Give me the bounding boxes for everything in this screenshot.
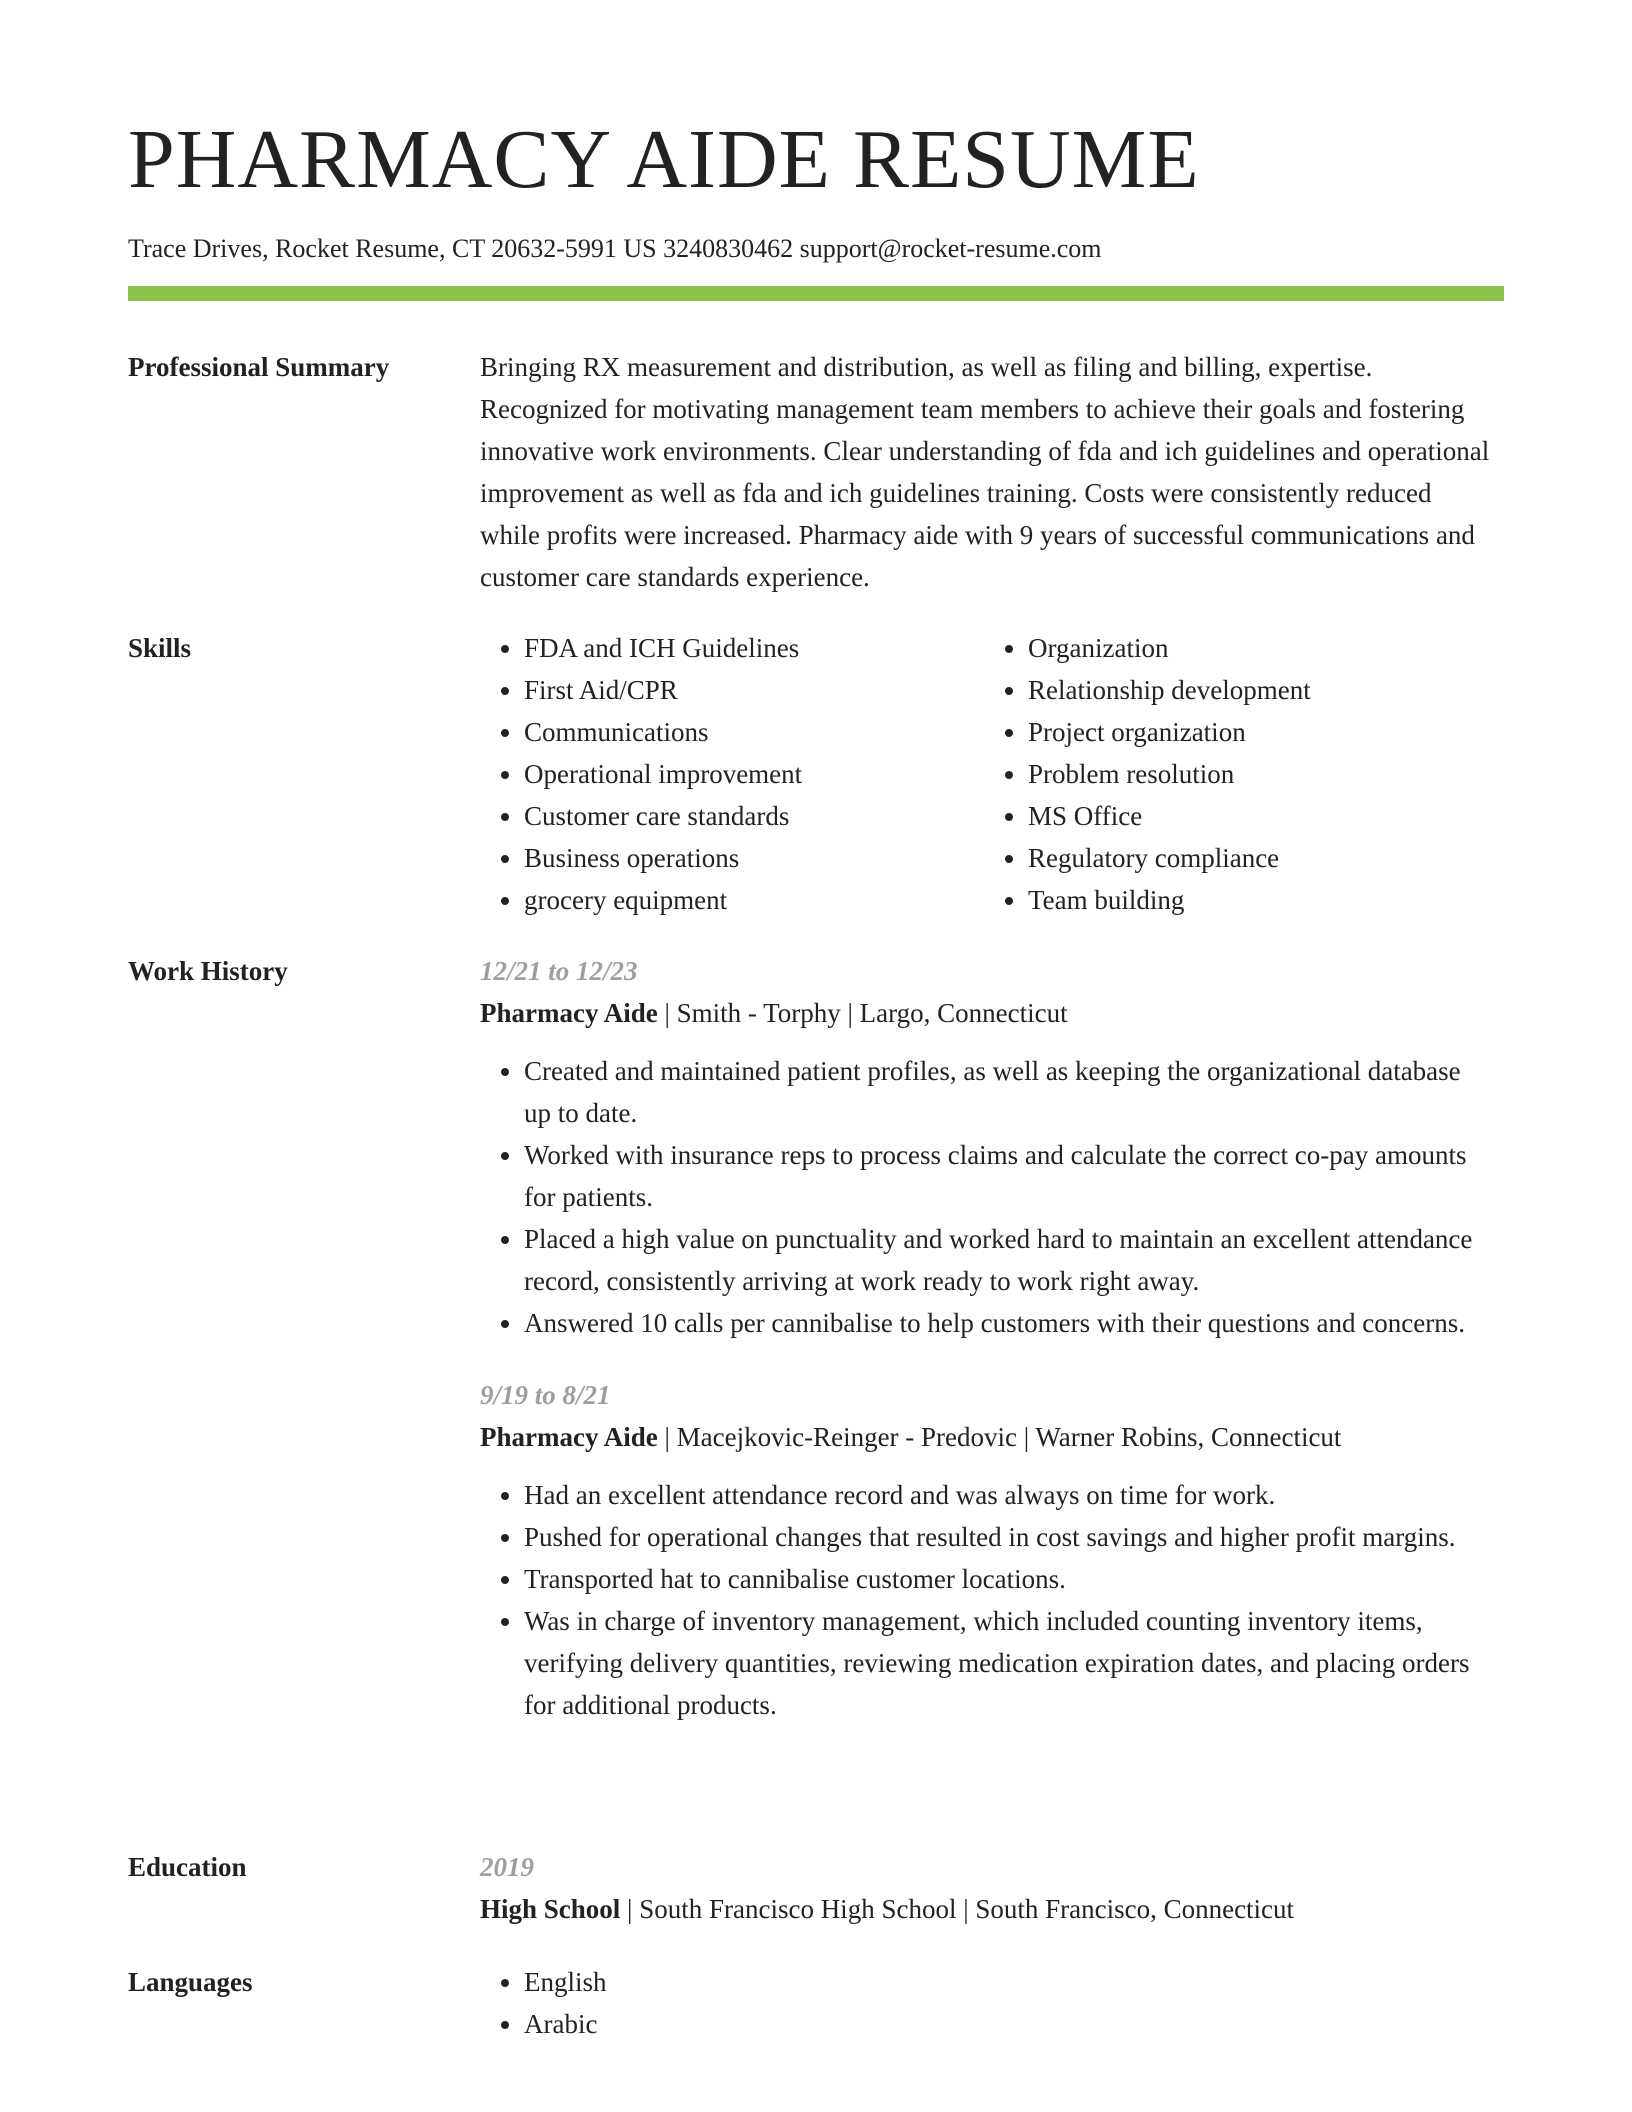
job-details: | Macejkovic-Reinger - Predovic | Warner Robins, Connecticut [657,1422,1342,1452]
skills-columns [480,627,1504,921]
languages-label: Languages [128,1967,253,1997]
skill-item: • Regulatory compliance [1028,837,1488,879]
job-dates: 12/21 to 12/23 [480,956,638,986]
skill-item: • Communications [524,711,984,753]
summary-label: Professional Summary [128,352,390,382]
skill-item: • Problem resolution [1028,753,1488,795]
job-bullet: • Placed a high value on punctuality and worked hard to maintain an excellent attendance record, consistently arriving at work ready to work right away. [524,1218,1504,1302]
job-bullet: • Transported hat to cannibalise customer locations. [524,1558,1504,1600]
skill-item: • MS Office [1028,795,1488,837]
education-label: Education [128,1852,247,1882]
job-dates: 9/19 to 8/21 [480,1380,611,1410]
summary-text: Bringing RX measurement and distribution, as well as filing and billing, expertise. Recognized for motivating management team members to achieve their goals and fostering innovative work environments. Clear understanding of fda and ich guidelines and operational improvement as well as fda and ich guidelines training. Costs were consistently reduced while profits were increased. Pharmacy aide with 9 years of successful communications and customer care standards experience. [480,352,1490,592]
work-history-body [480,950,1504,1726]
job-bullet: • Was in charge of inventory management, which included counting inventory items, verifying delivery quantities, reviewing medication expiration dates, and placing orders for additional products. [524,1600,1504,1726]
education-date: 2019 [480,1852,534,1882]
work-history-label: Work History [128,956,288,986]
job-title: Pharmacy Aide [480,998,658,1028]
skill-item: • Project organization [1028,711,1488,753]
job-bullets [480,1474,1504,1726]
language-item: • Arabic [524,2003,1504,2045]
education-details: | South Francisco High School | South Francisco, Connecticut [620,1894,1295,1924]
job-bullet: • Had an excellent attendance record and was always on time for work. [524,1474,1504,1516]
skill-item: • Business operations [524,837,984,879]
job-bullet: • Pushed for operational changes that resulted in cost savings and higher profit margins. [524,1516,1504,1558]
skill-item: • FDA and ICH Guidelines [524,627,984,669]
summary-body [480,346,1504,598]
skill-item: • First Aid/CPR [524,669,984,711]
job-entry [480,950,1504,1344]
skills-label: Skills [128,633,192,663]
header-accent-rule [128,286,1504,301]
job-header [480,1416,1504,1458]
job-entry [480,1374,1504,1726]
skill-item: • Operational improvement [524,753,984,795]
contact-line: Trace Drives, Rocket Resume, CT 20632-5991 US 3240830462 support@rocket-resume.com [128,234,1102,263]
skills-body [480,627,1504,921]
skill-item: • Team building [1028,879,1488,921]
job-header [480,992,1504,1034]
skill-item: • grocery equipment [524,879,984,921]
job-bullets [480,1050,1504,1344]
job-bullet: • Worked with insurance reps to process claims and calculate the correct co-pay amounts for patients. [524,1134,1504,1218]
job-bullet: • Created and maintained patient profiles, as well as keeping the organizational database up to date. [524,1050,1504,1134]
education-header [480,1888,1504,1930]
education-degree: High School [480,1894,621,1924]
skills-column-right [984,627,1488,921]
education-body [480,1846,1504,1930]
skills-column-left [480,627,984,921]
job-title: Pharmacy Aide [480,1422,658,1452]
job-details: | Smith - Torphy | Largo, Connecticut [657,998,1068,1028]
resume-title: PHARMACY AIDE RESUME [128,113,1200,206]
skill-item: • Customer care standards [524,795,984,837]
skill-item: • Organization [1028,627,1488,669]
skill-item: • Relationship development [1028,669,1488,711]
language-item: • English [524,1961,1504,2003]
languages-body [480,1961,1504,2045]
job-bullet: • Answered 10 calls per cannibalise to help customers with their questions and concerns. [524,1302,1504,1344]
